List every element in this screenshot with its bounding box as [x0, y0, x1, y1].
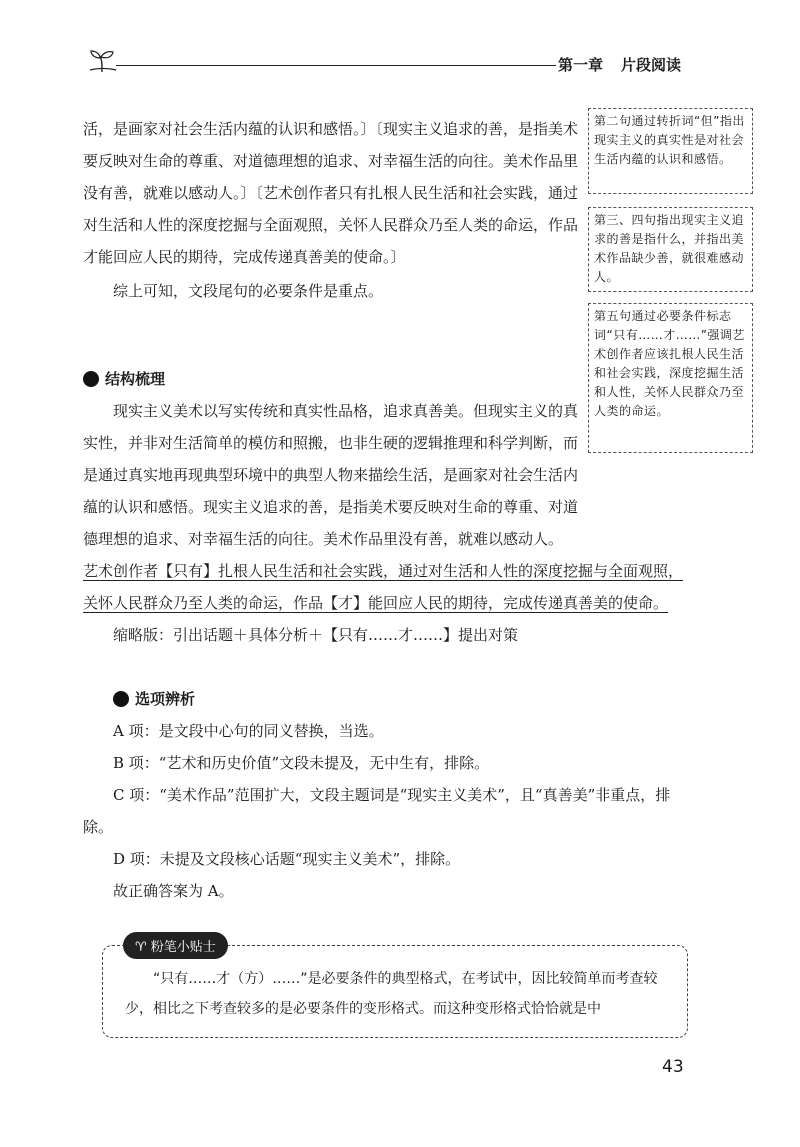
analysis-block [83, 113, 583, 307]
option-a: A 项：是文段中心句的同义替换，当选。 [113, 722, 384, 740]
sprout-icon [88, 48, 118, 74]
structure-underlined-text: 艺术创作者【只有】扎根人民生活和社会实践，通过对生活和人性的深度挖掘与全面观照，关怀人民群众乃至人类的命运，作品【才】能回应人民的期待，完成传递真善美的使命。 [83, 562, 684, 612]
tip-text: “只有……才（方）……”是必要条件的典型格式，在考试中，因比较简单而考查较少，相比之下考查较多的是必要条件的变形格式。而这种变形格式恰恰就是中 [125, 971, 658, 1017]
section-label: 片段阅读 [621, 56, 682, 74]
option-c: C 项：“美术作品”范围扩大，文段主题词是“现实主义美术”，且“真善美”非重点，排除。 [83, 786, 671, 836]
side-note-1: 第二句通过转折词“但”指出现实主义的真实性是对社会生活内蕴的认识和感悟。 [588, 108, 753, 194]
header-rule [116, 65, 556, 66]
structure-text-a: 现实主义美术以写实传统和真实性品格，追求真善美。但现实主义的真实性，并非对生活简单的模仿和照搬，也非生硬的逻辑推理和科学判断，而是通过真实地再现典型环境中的典型人物来描绘生活，是画家对社会生活内蕴的认识和感悟。现实主义追求的善，是指美术要反映对生命的尊重、对道德理想的追求、对幸福生活的向往。美术作品里没有善，就难以感动人。 [83, 402, 579, 548]
chapter-label: 第一章 [558, 56, 604, 74]
chapter-title [558, 54, 699, 75]
tip-box [102, 940, 688, 1038]
answer-line: 故正确答案为 A。 [113, 882, 234, 900]
analysis-paragraph: 活，是画家对社会生活内蕴的认识和感悟。〕〔现实主义追求的善，是指美术要反映对生命的尊重、对道德理想的追求、对幸福生活的向往。美术作品里没有善，就难以感动人。〕〔艺术创作者只有扎根人民生活和社会实践，通过对生活和人性的深度挖掘与全面观照，关怀人民群众乃至人类的命运，作品才能回应人民的期待，完成传递真善美的使命。〕 [83, 120, 579, 266]
page-header [88, 48, 698, 78]
option-b: B 项：“艺术和历史价值”文段未提及，无中生有，排除。 [113, 754, 490, 772]
section-badge-icon [83, 371, 99, 387]
section-badge-icon [113, 691, 129, 707]
options-heading: 选项辨析 [113, 683, 693, 715]
side-note-3: 第五句通过必要条件标志词“只有……才……”强调艺术创作者应该扎根人民生活和社会实践，深度挖掘生活和人性，关怀人民群众乃至人类的命运。 [588, 303, 753, 453]
options-section [83, 683, 693, 907]
analysis-conclusion: 综上可知，文段尾句的必要条件是重点。 [113, 282, 384, 300]
structure-section [83, 363, 693, 651]
tip-label: ♈ 粉笔小贴士 [123, 932, 228, 959]
structure-text-b [83, 555, 693, 619]
sprout-icon: ♈ [135, 940, 147, 955]
structure-heading: 结构梳理 [83, 363, 693, 395]
page-number: 43 [662, 1057, 684, 1077]
option-d: D 项：未提及文段核心话题“现实主义美术”，排除。 [113, 850, 461, 868]
side-note-2: 第三、四句指出现实主义追求的善是指什么，并指出美术作品缺少善，就很难感动人。 [588, 207, 753, 292]
structure-summary: 缩略版：引出话题＋具体分析＋【只有……才……】提出对策 [113, 626, 519, 644]
